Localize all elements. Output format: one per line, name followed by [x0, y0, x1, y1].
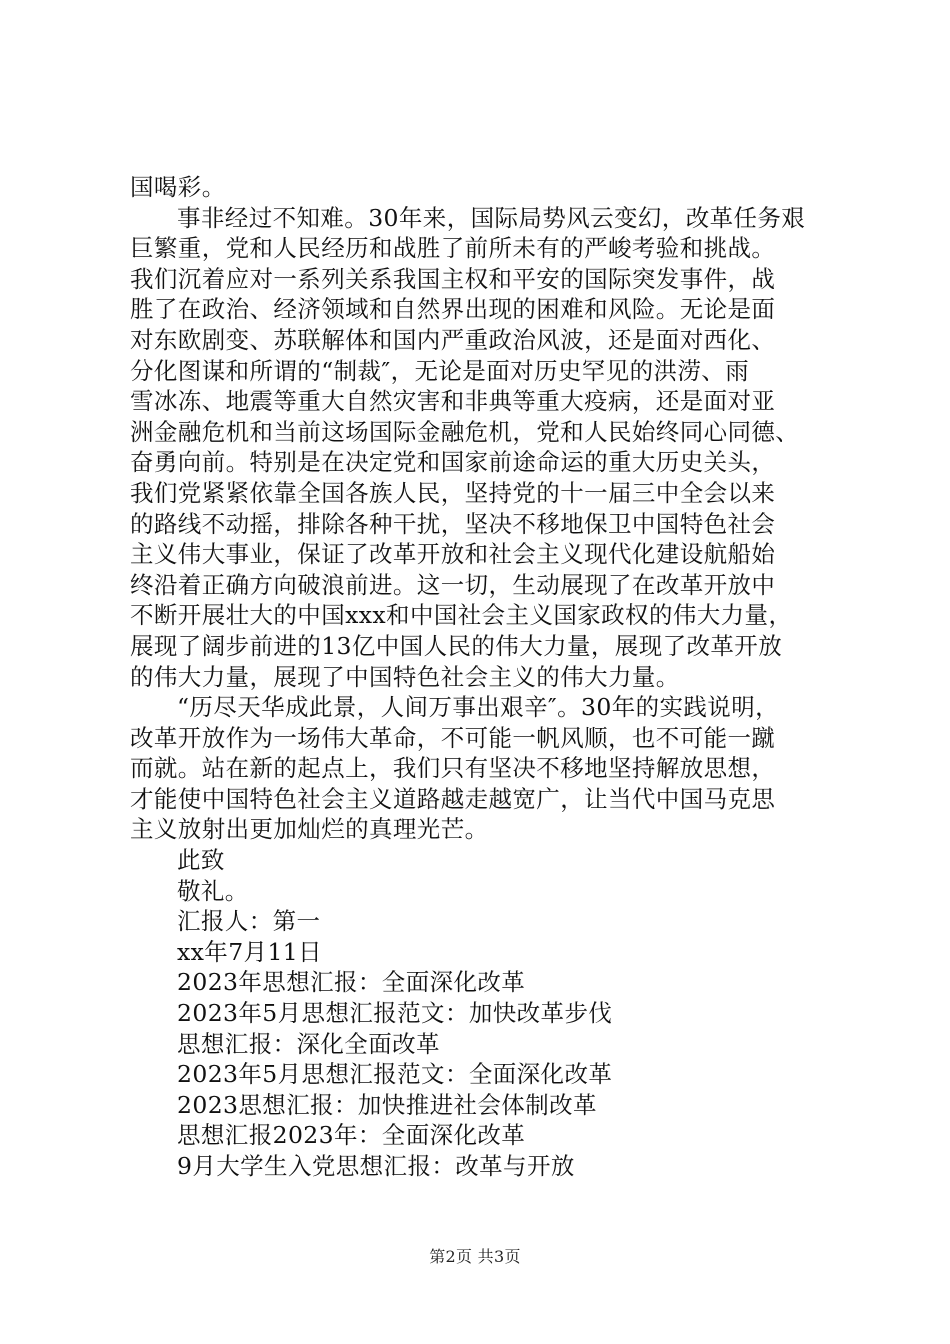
- text-line: 雪冰冻、地震等重大自然灾害和非典等重大疫病，还是面对亚: [130, 387, 776, 416]
- related-title: 2023年5月思想汇报范文：全面深化改革: [177, 1060, 613, 1089]
- text-line: 主义放射出更加灿烂的真理光芒。: [130, 815, 489, 844]
- text-line: 而就。站在新的起点上，我们只有坚决不移地坚持解放思想，: [130, 754, 776, 783]
- text-line: 分化图谋和所谓的“制裁″，无论是面对历史罕见的洪涝、雨: [130, 356, 750, 385]
- text-line: 胜了在政治、经济领域和自然界出现的困难和风险。无论是面: [130, 295, 776, 324]
- report-date: xx年7月11日: [177, 937, 323, 966]
- document-body: [130, 172, 830, 1182]
- text-line: 的路线不动摇，排除各种干扰，坚决不移地保卫中国特色社会: [130, 509, 776, 538]
- page-footer: [0, 1244, 950, 1267]
- text-line: 不断开展壮大的中国xxx和中国社会主义国家政权的伟大力量，: [130, 601, 793, 630]
- text-line: 巨繁重，党和人民经历和战胜了前所未有的严峻考验和挑战。: [130, 234, 776, 263]
- text-line: 对东欧剧变、苏联解体和国内严重政治风波，还是面对西化、: [130, 325, 776, 354]
- text-line: 终沿着正确方向破浪前进。这一切，生动展现了在改革开放中: [130, 570, 776, 599]
- text-line: 主义伟大事业，保证了改革开放和社会主义现代化建设航船始: [130, 540, 776, 569]
- closing-regards: 敬礼。: [177, 876, 249, 905]
- paragraph-start-line: 事非经过不知难。30年来，国际局势风云变幻，改革任务艰: [177, 203, 806, 232]
- text-line: 才能使中国特色社会主义道路越走越宽广，让当代中国马克思: [130, 784, 776, 813]
- text-line: 的伟大力量，展现了中国特色社会主义的伟大力量。: [130, 662, 680, 691]
- text-line: 国喝彩。: [130, 173, 226, 201]
- page-indicator: 第2页 共3页: [429, 1247, 521, 1266]
- closing-salutation: 此致: [177, 846, 225, 875]
- text-line: 我们党紧紧依靠全国各族人民，坚持党的十一届三中全会以来: [130, 478, 776, 507]
- paragraph-start-line: “历尽天华成此景，人间万事出艰辛″。30年的实践说明，: [177, 693, 779, 722]
- related-title: 2023年5月思想汇报范文：加快改革步伐: [177, 999, 613, 1028]
- related-title: 思想汇报：深化全面改革: [177, 1029, 440, 1058]
- text-line: 我们沉着应对一系列关系我国主权和平安的国际突发事件，战: [130, 264, 776, 293]
- reporter-signature: 汇报人：第一: [177, 907, 321, 936]
- text-line: 展现了阔步前进的13亿中国人民的伟大力量，展现了改革开放: [130, 631, 783, 660]
- related-title: 9月大学生入党思想汇报：改革与开放: [177, 1152, 575, 1180]
- related-title: 2023年思想汇报：全面深化改革: [177, 968, 526, 997]
- text-line: 洲金融危机和当前这场国际金融危机，党和人民始终同心同德、: [130, 417, 800, 446]
- related-title: 2023思想汇报：加快推进社会体制改革: [177, 1090, 597, 1119]
- text-line: 奋勇向前。特别是在决定党和国家前途命运的重大历史关头，: [130, 448, 776, 477]
- text-line: 改革开放作为一场伟大革命，不可能一帆风顺，也不可能一蹴: [130, 723, 776, 752]
- related-title: 思想汇报2023年：全面深化改革: [177, 1121, 526, 1150]
